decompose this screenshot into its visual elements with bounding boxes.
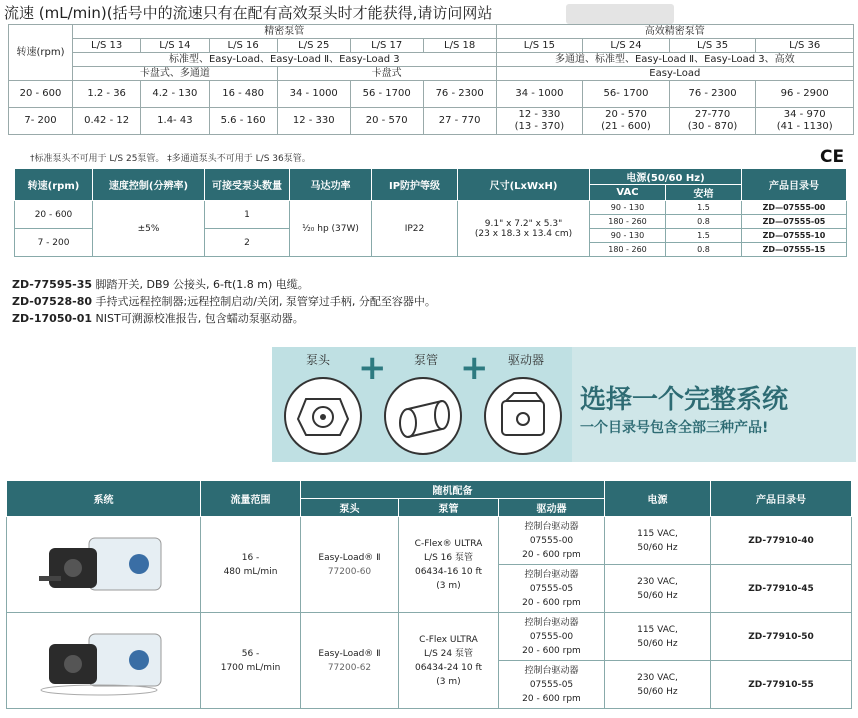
drive-name: 控制台驱动器	[524, 569, 579, 580]
drive-name: 控制台驱动器	[524, 617, 579, 628]
tubing-header: L/S 35	[669, 39, 756, 53]
drive-name: 控制台驱动器	[524, 665, 579, 676]
tubing-c: 06434-16 10 ft	[414, 566, 483, 577]
catalog-number: ZD-77910-45	[711, 565, 852, 613]
flow-range-b: 1700 mL/min	[220, 662, 281, 673]
flow-value-high: (13 - 370)	[514, 121, 565, 132]
spec-rpm: 7 - 200	[15, 229, 93, 257]
flow-cell	[756, 108, 854, 135]
tubing-header: L/S 24	[583, 39, 670, 53]
pump-head-cell	[301, 517, 399, 613]
drive-number: 07555-00	[529, 631, 574, 642]
redacted-url	[566, 4, 674, 24]
pump-heads-sub: 卡盘式、多通道	[73, 67, 278, 81]
tubing-d: (3 m)	[436, 580, 461, 591]
drive-range: 20 - 600 rpm	[522, 645, 581, 656]
spec-header: 可接受泵头数量	[205, 169, 290, 201]
flow-cell: 1.2 - 36	[73, 81, 141, 108]
flow-value: 20 - 570	[605, 109, 647, 120]
flow-cell: 12 - 330	[277, 108, 350, 135]
vac-header: VAC	[590, 185, 666, 201]
flow-cell: 20 - 570	[350, 108, 423, 135]
rpm-cell: 20 - 600	[9, 81, 73, 108]
sub-header-drive: 驱动器	[499, 499, 605, 517]
power-cell	[605, 565, 711, 613]
spec-ip: IP22	[372, 201, 458, 257]
flow-value-high: (30 - 870)	[687, 121, 738, 132]
spec-heads: 1	[205, 201, 290, 229]
tubing-c: 06434-24 10 ft	[414, 662, 483, 673]
spec-dims-in: 9.1" x 7.2" x 5.3"	[484, 218, 563, 229]
banner-label-head: 泵头	[306, 353, 331, 367]
rpm-cell: 7- 200	[9, 108, 73, 135]
drive-number: 07555-05	[529, 583, 574, 594]
tubing-header: L/S 15	[496, 39, 583, 53]
spec-heads: 2	[205, 229, 290, 257]
tubing-header: L/S 25	[277, 39, 350, 53]
drive-spec-table	[14, 168, 847, 257]
spec-dims	[458, 201, 590, 257]
flow-range-b: 480 mL/min	[223, 566, 278, 577]
group-precision: 精密泵管	[73, 25, 497, 39]
spec-header: 速度控制(分辨率)	[93, 169, 205, 201]
spec-amp: 1.5	[666, 229, 742, 243]
flow-cell: 4.2 - 130	[141, 81, 209, 108]
flow-range	[201, 613, 301, 709]
flow-cell: 76 - 2300	[423, 81, 496, 108]
banner-title: 选择一个完整系统	[580, 385, 789, 415]
tubing-header: L/S 17	[350, 39, 423, 53]
drive-cell	[499, 613, 605, 661]
flow-value: 34 - 970	[783, 109, 826, 120]
accessory-text: 脚踏开关, DB9 公接头, 6-ft(1.8 m) 电缆。	[92, 278, 309, 291]
footnote: †标准泵头不可用于 L/S 25泵管。 ‡多通道泵头不可用于 L/S 36泵管。	[30, 154, 311, 164]
power-a: 230 VAC,	[637, 672, 678, 683]
spec-amp: 0.8	[666, 243, 742, 257]
power-b: 50/60 Hz	[637, 686, 678, 697]
drive-number: 07555-05	[529, 679, 574, 690]
flow-value: 27-770	[694, 109, 731, 120]
tubing-a: C-Flex ULTRA	[419, 634, 478, 645]
spec-vac: 90 - 130	[590, 229, 666, 243]
spec-dims-cm: (23 x 18.3 x 13.4 cm)	[474, 228, 573, 239]
accessory-item	[12, 293, 436, 310]
accessory-text: NIST可溯源校准报告, 包含蠕动泵驱动器。	[92, 312, 304, 325]
plus-icon: +	[358, 348, 387, 388]
plus-icon: +	[460, 348, 489, 388]
ce-mark-icon: CE	[820, 147, 845, 167]
system-header: 随机配备	[301, 481, 605, 499]
spec-vac: 180 - 260	[590, 243, 666, 257]
spec-rpm: 20 - 600	[15, 201, 93, 229]
accessory-item	[12, 310, 436, 327]
flow-cell: 16 - 480	[209, 81, 277, 108]
speed-header: 转速(rpm)	[9, 25, 73, 81]
amp-header: 安培	[666, 185, 742, 201]
pump-head-number: 77200-60	[327, 566, 372, 577]
tubing-header: L/S 13	[73, 39, 141, 53]
system-header: 产品目录号	[711, 481, 852, 517]
flow-cell: 56- 1700	[583, 81, 670, 108]
accessories-list	[12, 276, 436, 327]
spec-header: 电源(50/60 Hz)	[590, 169, 742, 185]
spec-header: 转速(rpm)	[15, 169, 93, 201]
power-a: 115 VAC,	[637, 528, 678, 539]
pump-heads-sub: 卡盘式	[277, 67, 496, 81]
pump-head-number: 77200-62	[327, 662, 372, 673]
page-title: 流速 (mL/min)(括号中的流速只有在配有高效泵头时才能获得,请访问网站	[4, 4, 493, 22]
power-cell	[605, 661, 711, 709]
drive-name: 控制台驱动器	[524, 521, 579, 532]
spec-catalog: ZD—07555-05	[742, 215, 847, 229]
flow-cell: 1.4- 43	[141, 108, 209, 135]
system-banner	[272, 347, 856, 462]
power-a: 115 VAC,	[637, 624, 678, 635]
tubing-a: C-Flex® ULTRA	[414, 538, 483, 549]
tubing-cell	[399, 517, 499, 613]
power-b: 50/60 Hz	[637, 542, 678, 553]
tubing-header: L/S 18	[423, 39, 496, 53]
power-b: 50/60 Hz	[637, 590, 678, 601]
flow-value: 12 - 330	[518, 109, 561, 120]
power-cell	[605, 613, 711, 661]
drive-cell	[499, 517, 605, 565]
accessory-code: ZD-77595-35	[12, 278, 93, 291]
spec-vac: 180 - 260	[590, 215, 666, 229]
flow-range	[201, 517, 301, 613]
flow-cell: 96 - 2900	[756, 81, 854, 108]
power-cell	[605, 517, 711, 565]
spec-header: IP防护等级	[372, 169, 458, 201]
flow-cell: 56 - 1700	[350, 81, 423, 108]
pump-head-name: Easy-Load® Ⅱ	[318, 552, 381, 563]
group-high: 高效精密泵管	[496, 25, 853, 39]
flow-value-high: (41 - 1130)	[776, 121, 833, 132]
flow-cell	[496, 108, 583, 135]
system-header: 流量范围	[201, 481, 301, 517]
system-header: 电源	[605, 481, 711, 517]
power-a: 230 VAC,	[637, 576, 678, 587]
catalog-number: ZD-77910-55	[711, 661, 852, 709]
accessory-text: 手持式远程控制器;远程控制启动/关闭, 泵管穿过手柄, 分配至容器中。	[92, 295, 436, 308]
spec-catalog: ZD—07555-10	[742, 229, 847, 243]
spec-vac: 90 - 130	[590, 201, 666, 215]
flow-value-high: (21 - 600)	[601, 121, 651, 132]
tubing-header: L/S 16	[209, 39, 277, 53]
banner-subtitle: 一个目录号包含全部三种产品!	[580, 420, 769, 436]
pump-head-cell	[301, 613, 399, 709]
flow-cell: 34 - 1000	[496, 81, 583, 108]
drive-cell	[499, 661, 605, 709]
spec-header: 马达功率	[290, 169, 372, 201]
tubing-header: L/S 36	[756, 39, 854, 53]
flow-range-a: 16 -	[241, 552, 260, 563]
tubing-header: L/S 14	[141, 39, 209, 53]
flow-cell	[669, 108, 756, 135]
spec-amp: 1.5	[666, 201, 742, 215]
system-image	[7, 517, 201, 613]
tubing-b: L/S 16 泵管	[424, 552, 473, 563]
flow-cell: 5.6 - 160	[209, 108, 277, 135]
pump-head-name: Easy-Load® Ⅱ	[318, 648, 381, 659]
tubing-icon	[384, 377, 462, 455]
pump-heads-precision: 标准型、Easy-Load、Easy-Load Ⅱ、Easy-Load 3	[73, 53, 497, 67]
tubing-d: (3 m)	[436, 676, 461, 687]
spec-header: 尺寸(LxWxH)	[458, 169, 590, 201]
spec-catalog: ZD—07555-15	[742, 243, 847, 257]
pump-heads-sub: Easy-Load	[496, 67, 853, 81]
flow-cell: 76 - 2300	[669, 81, 756, 108]
banner-label-tube: 泵管	[414, 353, 439, 367]
tubing-cell	[399, 613, 499, 709]
drive-range: 20 - 600 rpm	[522, 693, 581, 704]
system-header: 系统	[7, 481, 201, 517]
spec-header: 产品目录号	[742, 169, 847, 201]
flow-rate-table	[8, 24, 854, 135]
pump-head-icon	[284, 377, 362, 455]
drive-range: 20 - 600 rpm	[522, 549, 581, 560]
accessory-code: ZD-07528-80	[12, 295, 93, 308]
banner-label-drive: 驱动器	[508, 353, 545, 367]
system-image	[7, 613, 201, 709]
system-table	[6, 480, 852, 709]
pump-heads-high: 多通道、标准型、Easy-Load Ⅱ、Easy-Load 3、高效	[496, 53, 853, 67]
catalog-number: ZD-77910-40	[711, 517, 852, 565]
flow-cell	[583, 108, 670, 135]
spec-control: ±5%	[93, 201, 205, 257]
drive-number: 07555-00	[529, 535, 574, 546]
catalog-number: ZD-77910-50	[711, 613, 852, 661]
spec-motor: ¹⁄₂₀ hp (37W)	[290, 201, 372, 257]
sub-header-tube: 泵管	[399, 499, 499, 517]
flow-range-a: 56 -	[241, 648, 260, 659]
power-b: 50/60 Hz	[637, 638, 678, 649]
spec-catalog: ZD—07555-00	[742, 201, 847, 215]
tubing-b: L/S 24 泵管	[424, 648, 473, 659]
flow-cell: 27 - 770	[423, 108, 496, 135]
drive-cell	[499, 565, 605, 613]
spec-amp: 0.8	[666, 215, 742, 229]
drive-range: 20 - 600 rpm	[522, 597, 581, 608]
accessory-code: ZD-17050-01	[12, 312, 93, 325]
drive-icon	[484, 377, 562, 455]
accessory-item	[12, 276, 436, 293]
sub-header-head: 泵头	[301, 499, 399, 517]
flow-cell: 0.42 - 12	[73, 108, 141, 135]
flow-cell: 34 - 1000	[277, 81, 350, 108]
